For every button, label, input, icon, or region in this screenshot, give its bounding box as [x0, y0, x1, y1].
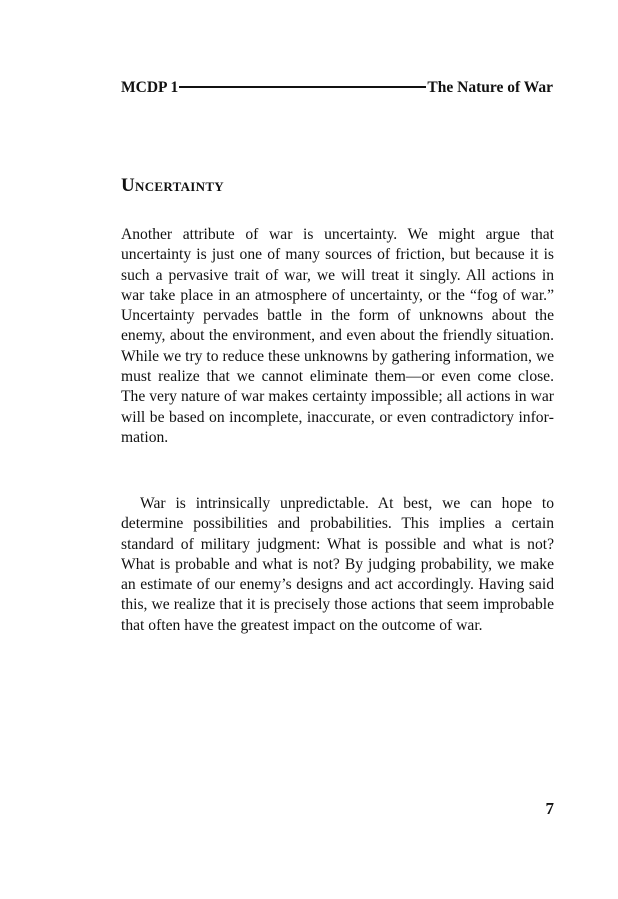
body-paragraph: War is intrinsically unpredictable. At best, we can hope to determine possibilities and probabilities. This implies a certain standard of military judgment: What is possible and what is not? What is probable and what is not? By judging probability, we make an estimate of our enemy’s designs and act accordingly. Having said this, we realize that it is precisely those actions that seem improbable that often have the greatest impact on the outcome of war.: [121, 495, 554, 634]
page-number: 7: [545, 799, 554, 818]
body-paragraph: Another attribute of war is uncertainty. We might argue that uncertainty is just one of many sources of friction, but because it is such a pervasive trait of war, we will treat it singly. All actions in war take place in an atmosphere of uncertainty, or the “fog of war.” Uncertainty pervades battle in the form of unknowns about the enemy, about the environment, and even about the friendly situation. While we try to reduce these unknowns by gathering information, we must realize that we cannot eliminate them—or even come close. The very nature of war makes certainty impossible; all actions in war will be based on incomplete, inaccurate, or even contradictory information.: [121, 226, 554, 446]
section-title: Uncertainty: [121, 175, 225, 196]
running-header: [121, 78, 553, 98]
publication-id: MCDP 1: [121, 79, 179, 96]
header-rule: [179, 86, 426, 88]
chapter-title: The Nature of War: [427, 79, 553, 96]
